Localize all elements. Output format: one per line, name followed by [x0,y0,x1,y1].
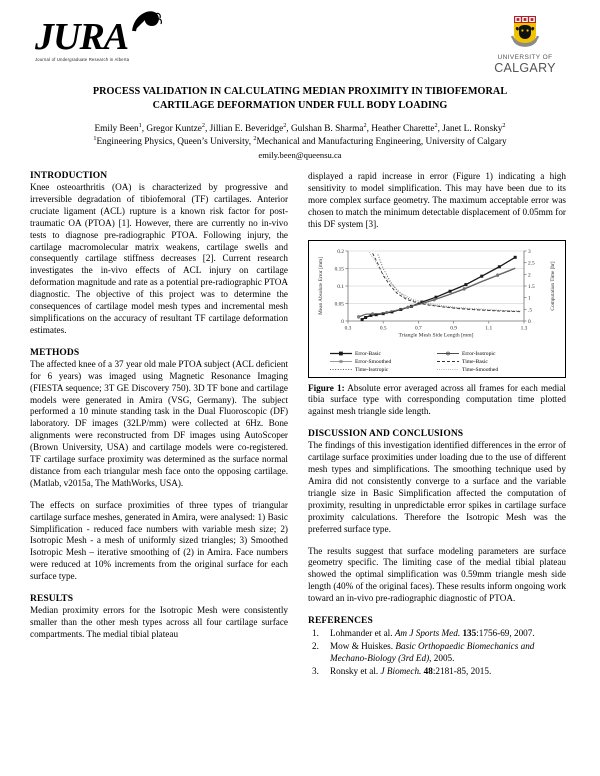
legend-label-error-smoothed: Error-Smoothed [355,358,392,365]
chart-left-tick-label: 0 [341,318,344,325]
legend-label-time-smoothed: Time-Smoothed [462,366,499,373]
legend-item-error-isotropic [437,350,544,358]
reference-volume: 135 [460,628,477,639]
reference-volume: 48 [421,666,433,677]
reference-number: 2. [312,640,319,651]
legend-item-time-smoothed [437,366,544,374]
reference-pages-year: :2181-85, 2015. [432,666,492,677]
chart-series-time-basic [373,253,521,311]
results-continuation-paragraph: displayed a rapid increase in error (Figure 1) indicating a high sensitivity to model simplification. This may have been due to its more complex surface geometry. The maximum acceptable error was chosen to match the minimum detectable displacement of 0.05mm for this DF system [3]. [308,171,566,229]
ucalgary-name-line1: UNIVERSITY OF [497,54,553,61]
reference-number: 1. [312,628,319,639]
chart-x-tick-label: 0.9 [450,325,457,332]
discussion-paragraph-1: The findings of this investigation identified differences in the error of cartilage surface proximities under loading due to the use of different mesh types and simplifications. The smoothing technique used by Amira did not consistently converge to a surface and the variable triangle size in Basic Simplification affected the computation of proximity, resulting in unpredictable error spikes in cartilage surface proximity calculations. Therefore the Isotropic Mesh was the preferred surface type. [308,440,566,534]
legend-item-time-isotropic [330,366,437,374]
legend-swatch-error-isotropic [437,350,459,357]
chart-marker [364,316,367,319]
ucalgary-shield-icon [488,14,562,54]
chart-marker [498,265,501,268]
chart-right-tick-label: 2.5 [528,260,535,267]
paper-title-line1: PROCESS VALIDATION IN CALCULATING MEDIAN PROXIMITY IN TIBIOFEMORAL [92,86,508,97]
chart-series-error-basic [362,257,515,319]
figure-1-legend [312,348,562,375]
chart-y2-axis-label: Computation Time [hr] [550,260,556,311]
jura-wordmark: JURA [35,16,129,58]
author-list: Emily Been$^1$, Gregor Kuntze$^2$, Jillian E. Beveridge$^2$, Gulshan B. Sharma$^2$, Heather Charette$^2$, Janet L. Ronsky$^2$ [94,121,506,134]
figure-1-caption-text: Absolute error averaged across all frames for each medial tibia surface type with corresponding computation time plotted against mesh triangle side length. [308,382,566,417]
reference-item [308,627,566,639]
chart-marker [514,255,517,258]
section-heading-references: REFERENCES [308,616,373,627]
legend-swatch-error-smoothed [330,358,352,365]
chart-x-tick-label: 1.3 [520,325,528,332]
reference-pages-year: :1756-69, 2007. [476,628,535,639]
legend-swatch-error-basic [330,350,352,357]
legend-label-time-isotropic: Time-Isotropic [355,366,389,373]
reference-pages-year: , 2005. [429,653,455,664]
figure-1-chart [312,245,562,348]
paper-title [30,85,570,113]
legend-label-time-basic: Time-Basic [462,358,488,365]
chart-right-tick-label: 0 [528,318,531,325]
chart-marker [449,289,452,292]
jura-logo-subtitle: Journal of Undergraduate Research in Alberta [35,57,130,62]
chart-y-axis-label: Mean Absolute Error [mm] [318,256,324,315]
jura-logo [35,18,215,62]
chart-left-tick-label: 0.05 [334,301,344,308]
chart-series-time-smoothed [369,252,520,311]
results-paragraph: Median proximity errors for the Isotropic Mesh were consistently smaller than the other mesh types across all four cartilage surface compartments. The medial tibial plateau [30,605,288,639]
legend-item-error-basic [330,350,437,358]
chart-marker [361,318,364,321]
chart-left-tick-label: 0.15 [334,266,344,273]
chart-right-tick-label: 1 [528,295,531,302]
reference-journal: Basic Orthopaedic Biomechanics and Mechano-Biology (3rd Ed) [330,640,535,664]
right-column [308,171,566,678]
chart-right-tick-label: 1.5 [528,283,535,290]
title-block [30,85,570,162]
masthead [30,12,570,78]
introduction-paragraph: Knee osteoarthritis (OA) is characterized by progressive and irreversible degradation of tibiofemoral (TF) cartilages. Anterior cruciate ligament (ACL) rupture is a known risk factor for post-traumatic OA (PTOA) [1]. However, there are currently no in-vivo tests to diagnose pre-radiographic PTOA. Following injury, the cartilage macromolecular matrix weakens, cartilage swells and consequently cartilage stiffness decreases [2]. Current research investigates the in-vivo effects of ACL injury on cartilage deformation magnitude and rate as a potential pre-radiographic PTOA diagnostic. The objective of this project was to determine the consequences of cartilage model mesh types and incremental mesh simplifications on the accuracy of resultant TF cartilage deformation estimates. [30,182,289,335]
discussion-paragraph-2: The results suggest that surface modeling parameters are surface geometry specific. The limiting case of the medial tibial plateau showed the optimal simplification was 0.59mm triangle mesh side length (40% of the original faces). These results inform ongoing work toward an in-vivo pre-radiographic diagnostic of PTOA. [308,545,566,604]
chart-x-tick-label: 0.7 [415,325,422,332]
chart-x-tick-label: 1.1 [485,325,493,332]
legend-item-error-smoothed [330,358,437,366]
error-vs-mesh-size-line-chart [312,245,562,348]
chart-marker [480,274,483,277]
methods-paragraph-2: The effects on surface proximities of three types of triangular cartilage surface meshes, generated in Amira, were analysed: 1) Basic Simplification - reduced face numbers with variable mesh size; 2) Isotropic Mesh - a mesh of uniformly sized triangles; 3) Smoothed Isotropic Mesh – iterative smoothing of (2) in Amira. Face numbers were reduced at 10% increments from the original surface for each surface type. [30,499,288,582]
chart-right-tick-label: 3 [528,248,531,255]
body-columns [30,171,570,678]
chart-series-error-smoothed [359,267,516,316]
chart-series-time-isotropic [378,254,521,311]
reference-journal: J Biomech. [380,666,422,677]
chart-right-tick-label: .5 [528,306,533,313]
chart-marker [464,283,467,286]
paper-title-line2: CARTILAGE DEFORMATION UNDER FULL BODY LOADING [152,100,448,111]
section-heading-methods: METHODS [30,347,80,358]
affiliation-line: $^1$Engineering Physics, Queen’s University, $^2$Mechanical and Manufacturing Engineering, University of Calgary [93,134,507,147]
figure-1-caption-label: Figure 1: [308,382,345,393]
chart-x-tick-label: 0.3 [344,325,352,332]
reference-item [308,665,566,677]
legend-swatch-time-isotropic [330,366,352,373]
section-heading-discussion: DISCUSSION AND CONCLUSIONS [308,429,464,440]
contact-email: emily.been@queensu.ca [258,150,342,160]
ucalgary-name-line2: CALGARY [494,61,556,75]
chart-x-axis-label: Triangle Mesh Side Length [mm] [398,332,474,339]
figure-1 [308,240,566,378]
ucalgary-logo [488,14,562,75]
reference-authors: Lohmander et al. [330,628,395,639]
jura-swoosh-icon [128,11,162,37]
legend-label-error-isotropic: Error-Isotropic [462,350,496,357]
chart-right-tick-label: 2 [528,271,531,278]
reference-journal: Am J Sports Med. [394,628,461,639]
legend-swatch-time-basic [437,358,459,365]
section-heading-results: RESULTS [30,594,74,605]
methods-paragraph-1: The affected knee of a 37 year old male PTOA subject (ACL deficient for 6 years) was imaged using Magnetic Resonance Imaging (FIESTA sequence; 3T GE Discovery 750). 3D TF bone and cartilage models were generated in Amira (VSG, Germany). The subject performed a 10 minute standing task in the Dual Fluoroscopic (DF) laboratory. DF images (32LP/mm) were collected at 6Hz. Bone alignments were reconstructed from DF images using AutoScoper (Brown University, USA) and cartilage models were co-registered. TF cartilage surface proximity was determined as the surface normal distance from each triangular mesh face onto the opposing cartilage. (Matlab, v2015a, The MathWorks, USA). [30,358,288,488]
reference-authors: Ronsky et al. [330,666,381,677]
chart-left-tick-label: 0.2 [337,248,344,255]
reference-item [308,640,566,665]
legend-item-time-basic [437,358,544,366]
legend-label-error-basic: Error-Basic [355,350,381,357]
chart-left-tick-label: 0.1 [337,283,344,290]
references-list [308,627,566,678]
reference-authors: Mow & Huiskes. [330,640,396,651]
section-heading-introduction: INTRODUCTION [30,171,108,181]
legend-swatch-time-smoothed [437,366,459,373]
reference-number: 3. [312,666,319,677]
figure-1-caption [308,383,566,419]
chart-x-tick-label: 0.5 [379,325,387,332]
left-column [30,171,288,678]
